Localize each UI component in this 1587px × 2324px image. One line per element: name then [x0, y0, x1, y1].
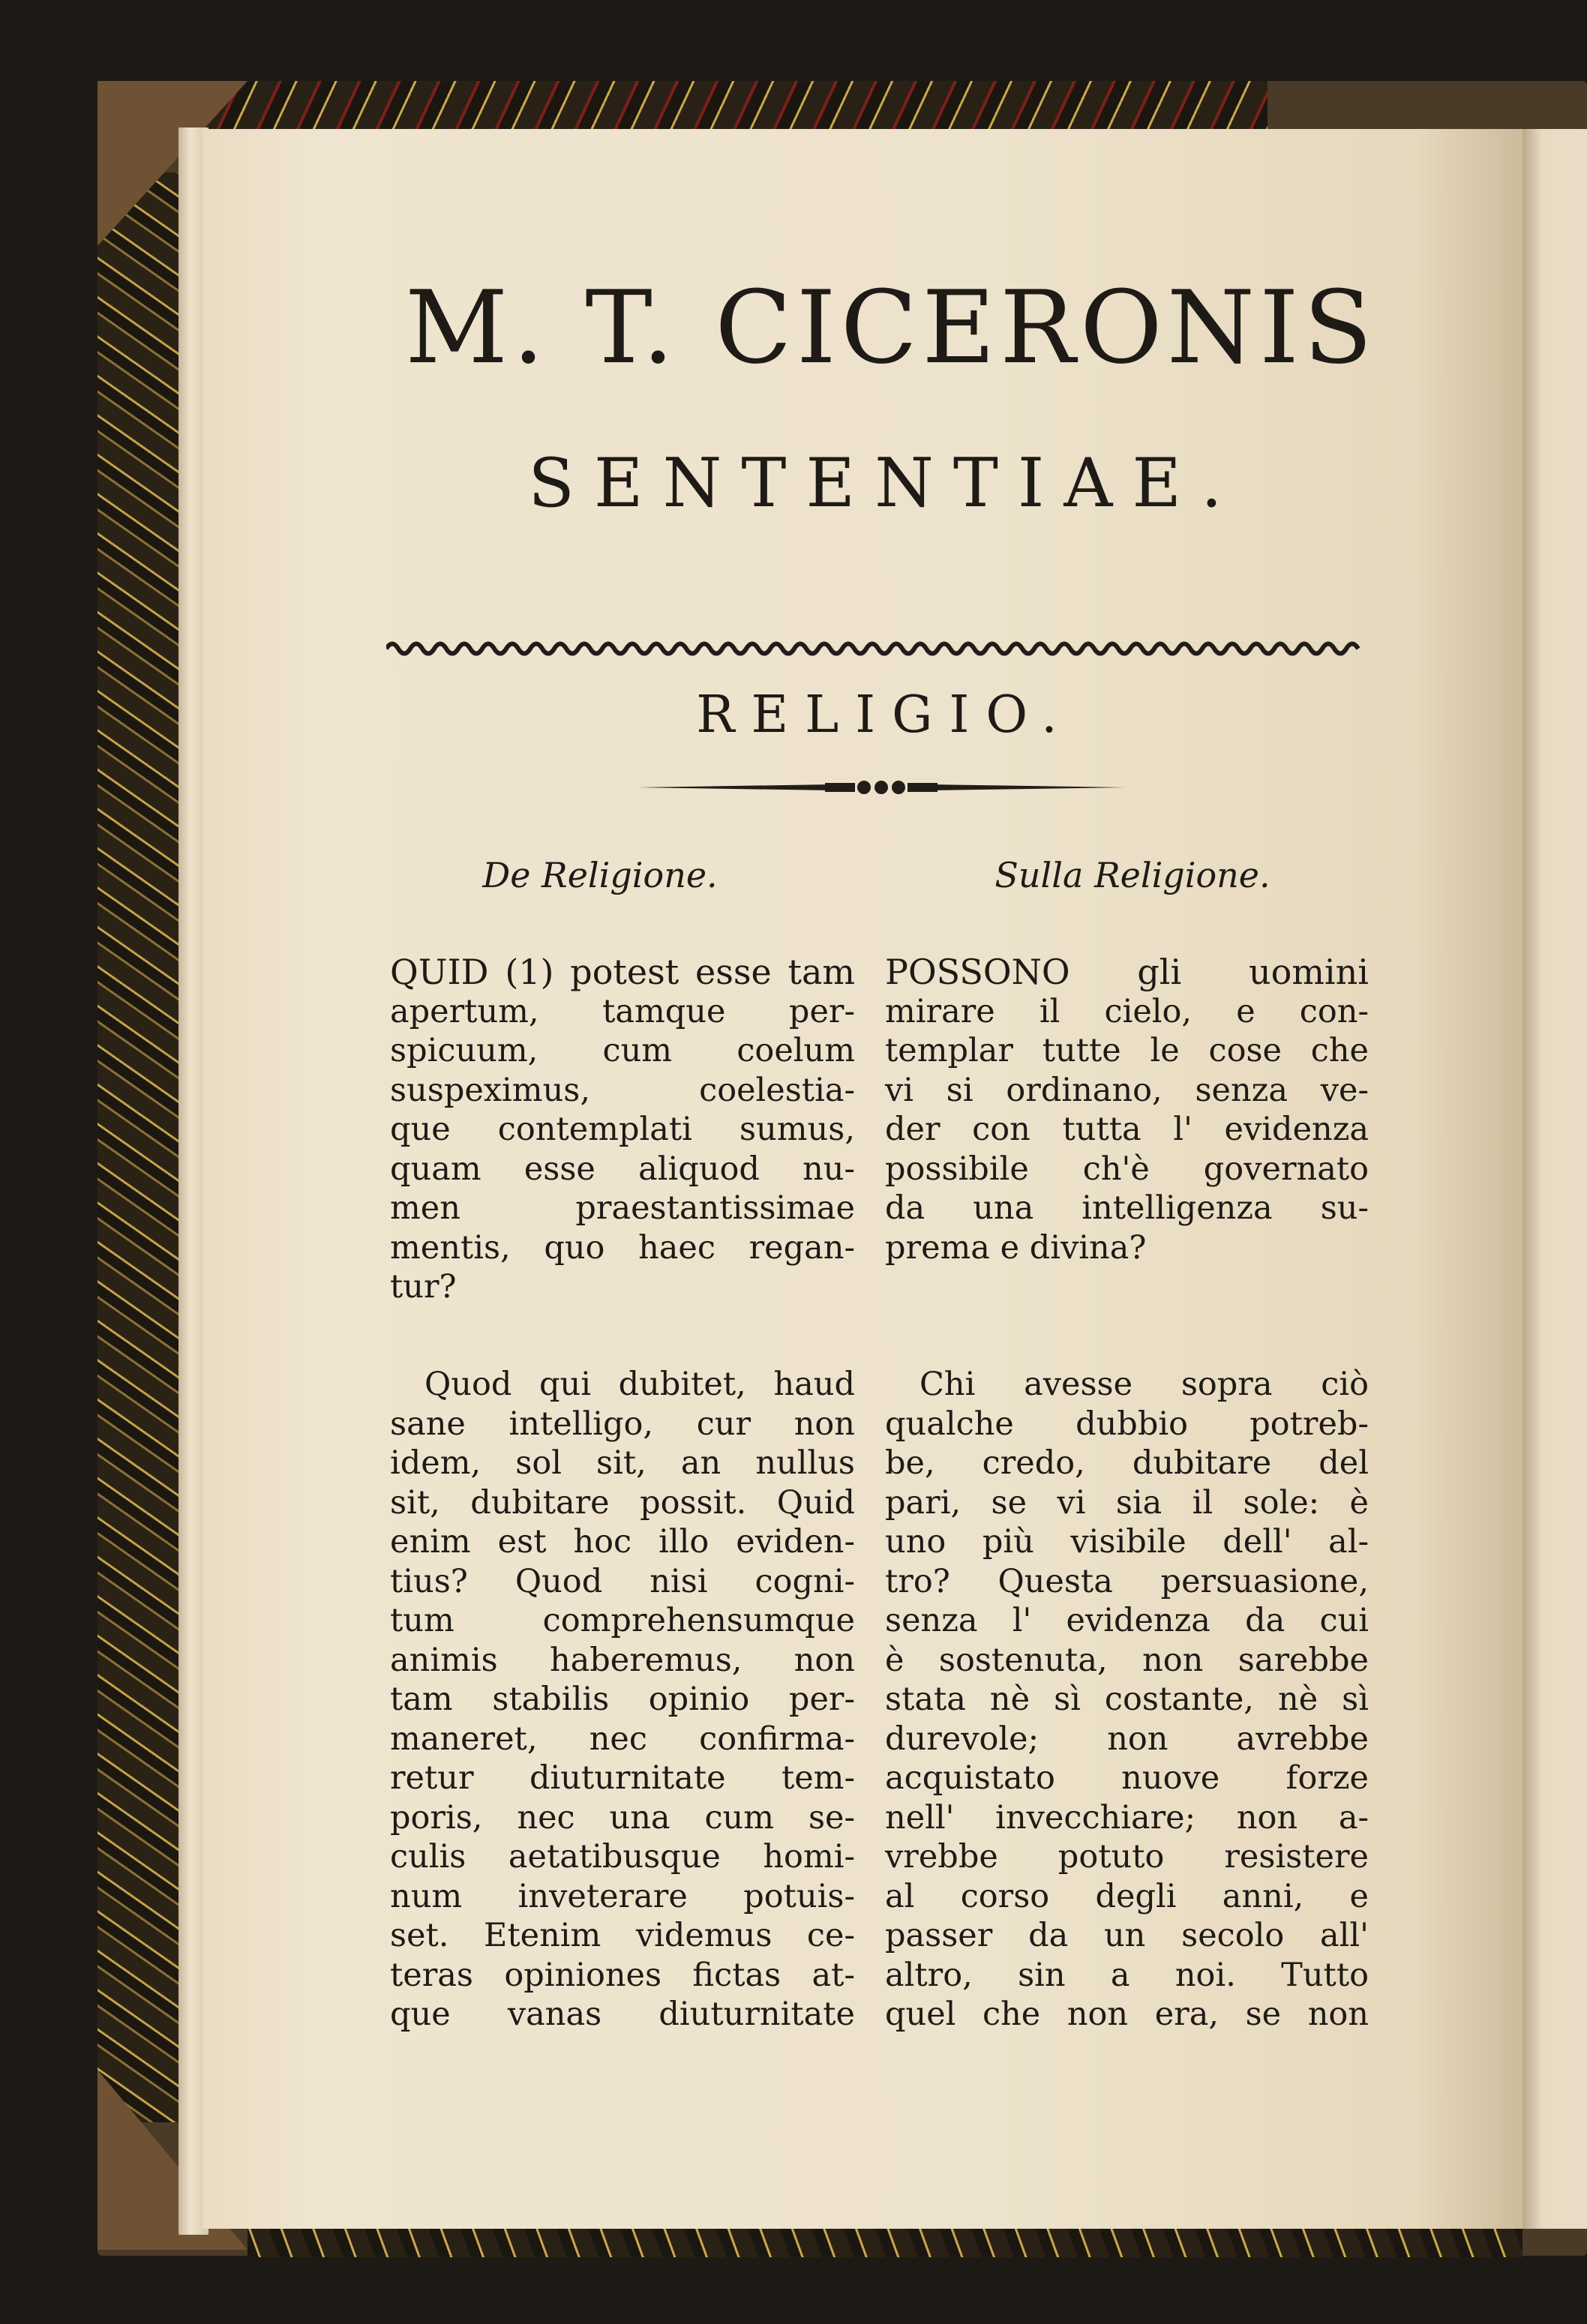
- text-line: vi si ordinano, senza ve-: [885, 1071, 1369, 1109]
- text-line: POSSONO gli uomini: [885, 952, 1369, 992]
- text-line: idem, sol sit, an nullus: [390, 1444, 855, 1482]
- text-line: tro? Questa persuasione,: [885, 1562, 1369, 1600]
- text-line: da una intelligenza su-: [885, 1189, 1369, 1227]
- text-line: men praestantissimae: [390, 1189, 855, 1227]
- text-line: spicuum, cum coelum: [390, 1032, 855, 1069]
- text-line: senza l' evidenza da cui: [885, 1602, 1369, 1639]
- text-line: der con tutta l' evidenza: [885, 1111, 1369, 1148]
- text-line: sit, dubitare possit. Quid: [390, 1483, 855, 1522]
- text-line: prema e divina?: [885, 1228, 1147, 1267]
- text-line: tur?: [390, 1268, 457, 1306]
- text-line: vrebbe potuto resistere: [885, 1838, 1369, 1876]
- italian-paragraph-2: [885, 1365, 1369, 2035]
- text-line: mentis, quo haec regan-: [390, 1228, 855, 1267]
- text-line: set. Etenim videmus ce-: [390, 1917, 855, 1954]
- subtitle-italian: Sulla Religione.: [994, 855, 1270, 895]
- title-line-2: SENTENTIAE.: [528, 444, 1242, 523]
- text-line: animis haberemus, non: [390, 1641, 855, 1679]
- text-line: tam stabilis opinio per-: [390, 1681, 855, 1718]
- text-line: altro, sin a noi. Tutto: [885, 1956, 1369, 1994]
- wavy-rule-divider: [386, 637, 1365, 660]
- text-line: Quod qui dubitet, haud: [424, 1366, 855, 1403]
- text-line: durevole; non avrebbe: [885, 1720, 1369, 1758]
- text-line: que vanas diuturnitate: [390, 1996, 855, 2033]
- text-line: uno più visibile dell' al-: [885, 1523, 1369, 1561]
- section-title: RELIGIO.: [696, 685, 1074, 745]
- text-line: pari, se vi sia il sole: è: [885, 1483, 1369, 1522]
- text-line: al corso degli anni, e: [885, 1877, 1369, 1915]
- text-line: tum comprehensumque: [390, 1602, 855, 1639]
- text-line: sane intelligo, cur non: [390, 1405, 855, 1443]
- text-line: teras opiniones fictas at-: [390, 1956, 855, 1994]
- italian-paragraph-1: [885, 952, 1369, 1267]
- text-line: que contemplati sumus,: [390, 1111, 855, 1148]
- text-line: poris, nec una cum se-: [390, 1798, 855, 1837]
- subtitle-latin: De Religione.: [482, 855, 718, 895]
- ornament-rule-divider: [638, 776, 1125, 799]
- text-line: culis aetatibusque homi-: [390, 1838, 855, 1876]
- text-line: quam esse aliquod nu-: [390, 1150, 855, 1188]
- text-line: è sostenuta, non sarebbe: [885, 1641, 1369, 1679]
- text-line: suspeximus, coelestia-: [390, 1071, 855, 1109]
- text-line: enim est hoc illo eviden-: [390, 1523, 855, 1561]
- text-line: passer da un secolo all': [885, 1917, 1369, 1954]
- title-line-1: M. T. CICERONIS: [405, 269, 1377, 386]
- text-line: templar tutte le cose che: [885, 1032, 1369, 1069]
- text-line: tius? Quod nisi cogni-: [390, 1562, 855, 1600]
- text-line: possibile ch'è governato: [885, 1150, 1369, 1188]
- latin-paragraph-1: [390, 952, 855, 1307]
- text-line: QUID (1) potest esse tam: [390, 952, 855, 992]
- text-line: apertum, tamque per-: [390, 992, 855, 1030]
- text-line: num inveterare potuis-: [390, 1877, 855, 1915]
- text-line: quel che non era, se non: [885, 1996, 1369, 2033]
- text-line: retur diuturnitate tem-: [390, 1759, 855, 1797]
- text-line: maneret, nec confirma-: [390, 1720, 855, 1758]
- text-line: mirare il cielo, e con-: [885, 992, 1369, 1030]
- text-line: acquistato nuove forze: [885, 1759, 1369, 1797]
- facing-page: [1522, 129, 1587, 2229]
- text-line: stata nè sì costante, nè sì: [885, 1681, 1369, 1718]
- marbled-board-top: [202, 81, 1268, 133]
- text-line: Chi avesse sopra ciò: [920, 1366, 1369, 1403]
- text-line: qualche dubbio potreb-: [885, 1405, 1369, 1443]
- text-line: be, credo, dubitare del: [885, 1444, 1369, 1482]
- latin-paragraph-2: [390, 1365, 855, 2035]
- text-line: nell' invecchiare; non a-: [885, 1798, 1369, 1837]
